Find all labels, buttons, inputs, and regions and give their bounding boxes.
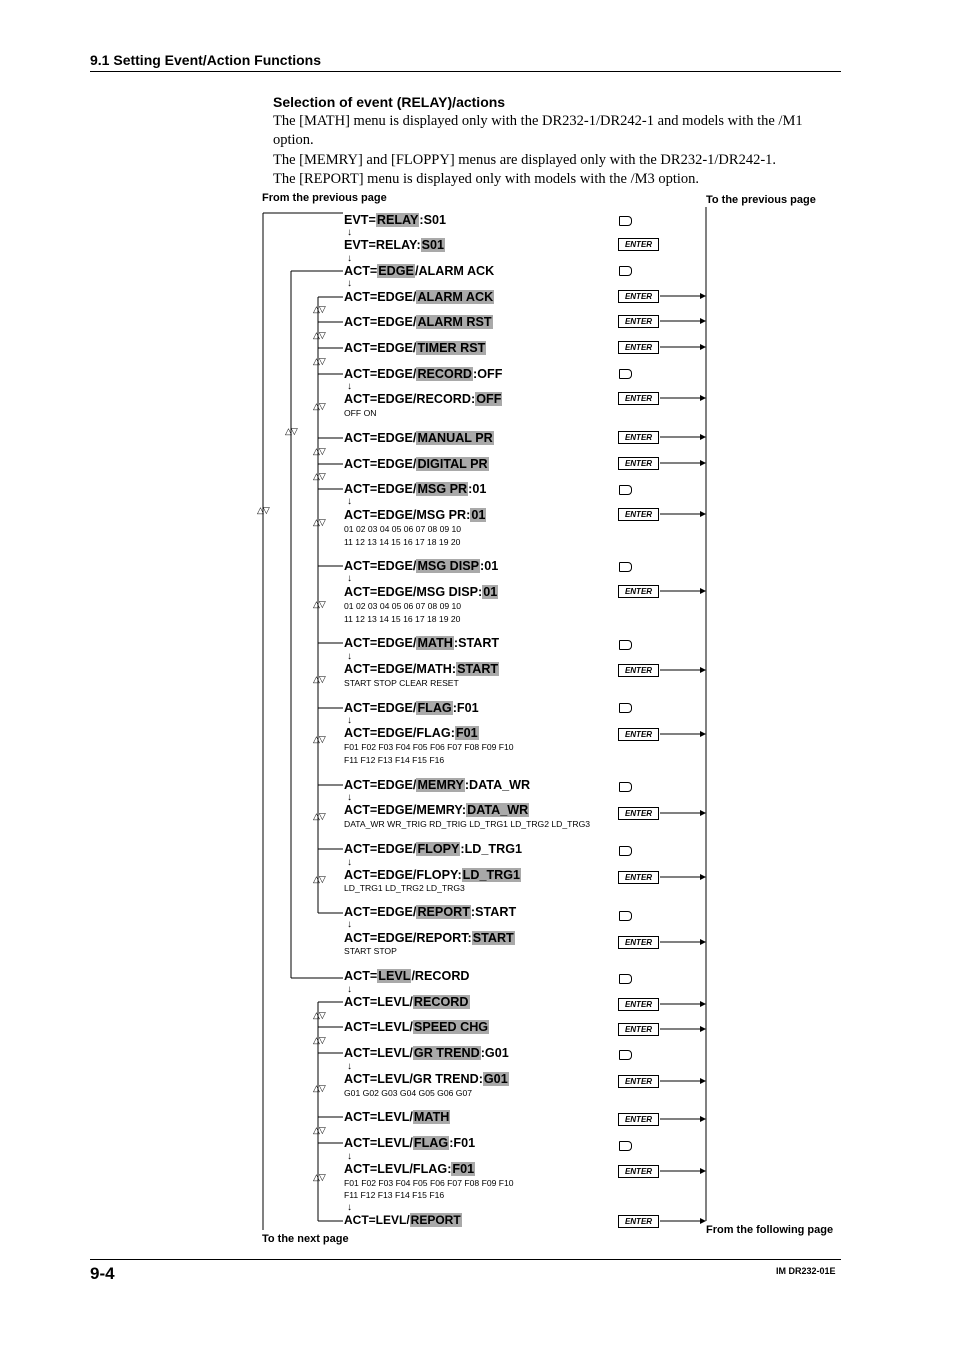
options-flopy: LD_TRG1 LD_TRG2 LD_TRG3 [344,883,465,893]
down-arrow-icon: ↓ [347,253,352,264]
up-down-keys-icon: △▽ [313,304,325,314]
options-msg-disp-line-1: 01 02 03 04 05 06 07 08 09 10 [344,601,462,611]
menu-row-levl-flag: ACT=LEVL/FLAG:F01 [344,1136,476,1150]
up-down-keys-icon: △▽ [313,1172,325,1182]
footer-rule [90,1259,841,1260]
enter-key: ENTER [618,1023,659,1036]
down-arrow-icon: ↓ [347,278,352,289]
enter-key: ENTER [618,664,659,677]
enter-key: ENTER [618,998,659,1011]
key-icon [619,703,632,713]
key-icon [619,846,632,856]
menu-row-evt-relay-s01-select: EVT=RELAY:S01 [344,238,445,252]
key-icon [619,369,632,379]
section-title: Selection of event (RELAY)/actions [273,94,506,110]
down-arrow-icon: ↓ [347,496,352,507]
up-down-keys-icon: △▽ [313,674,325,684]
menu-row-edge-msg-disp-value: ACT=EDGE/MSG DISP:01 [344,585,498,599]
options-levl-flag-line-1: F01 F02 F03 F04 F05 F06 F07 F08 F09 F10 [344,1178,514,1188]
down-arrow-icon: ↓ [347,857,352,868]
enter-key: ENTER [618,315,659,328]
menu-row-edge-alarm-rst: ACT=EDGE/ALARM RST [344,315,492,329]
intro-paragraph-3: The [REPORT] menu is displayed only with models with the /M3 option. [273,171,700,187]
key-icon [619,974,632,984]
up-down-keys-icon: △▽ [313,599,325,609]
options-gr-trend: G01 G02 G03 G04 G05 G06 G07 [344,1088,473,1098]
options-edge-report: START STOP [344,946,397,956]
menu-row-levl-gr-trend-value: ACT=LEVL/GR TREND:G01 [344,1072,508,1086]
options-record: OFF ON [344,408,377,418]
down-arrow-icon: ↓ [347,919,352,930]
menu-row-edge-report-value: ACT=EDGE/REPORT:START [344,931,514,945]
options-msg-pr-line-1: 01 02 03 04 05 06 07 08 09 10 [344,524,462,534]
up-down-keys-icon: △▽ [313,330,325,340]
down-arrow-icon: ↓ [347,1151,352,1162]
down-arrow-icon: ↓ [347,573,352,584]
up-down-keys-icon: △▽ [313,1125,325,1135]
options-edge-flag-line-2: F11 F12 F13 F14 F15 F16 [344,755,445,765]
options-edge-flag-line-1: F01 F02 F03 F04 F05 F06 F07 F08 F09 F10 [344,742,514,752]
key-icon [619,640,632,650]
to-previous-page-note: To the previous page [706,194,816,206]
enter-key: ENTER [618,585,659,598]
enter-key: ENTER [618,431,659,444]
to-next-page-note: To the next page [262,1233,349,1245]
key-icon [619,911,632,921]
menu-row-edge-alarm-ack: ACT=EDGE/ALARM ACK [344,290,494,304]
menu-row-levl-gr-trend: ACT=LEVL/GR TREND:G01 [344,1046,509,1060]
key-icon [619,1141,632,1151]
menu-row-edge-memry: ACT=EDGE/MEMRY:DATA_WR [344,778,531,792]
menu-row-edge-manual-pr: ACT=EDGE/MANUAL PR [344,431,493,445]
menu-row-levl-math: ACT=LEVL/MATH [344,1110,450,1124]
up-down-keys-icon: △▽ [313,446,325,456]
up-down-keys-icon: △▽ [313,1035,325,1045]
menu-row-edge-msg-pr-value: ACT=EDGE/MSG PR:01 [344,508,486,522]
menu-row-edge-record: ACT=EDGE/RECORD:OFF [344,367,503,381]
key-icon [619,562,632,572]
options-levl-flag-line-2: F11 F12 F13 F14 F15 F16 [344,1190,445,1200]
menu-row-act-levl: ACT=LEVL/RECORD [344,969,470,983]
enter-key: ENTER [618,1075,659,1088]
enter-key: ENTER [618,871,659,884]
intro-paragraph-1: The [MATH] menu is displayed only with the DR232-1/DR242-1 and models with the /M1 option. [273,113,803,148]
down-arrow-icon: ↓ [347,381,352,392]
key-icon [619,266,632,276]
enter-key: ENTER [618,936,659,949]
down-arrow-icon: ↓ [347,1202,352,1213]
menu-row-levl-flag-value: ACT=LEVL/FLAG:F01 [344,1162,475,1176]
menu-row-edge-math-value: ACT=EDGE/MATH:START [344,662,499,676]
options-msg-pr-line-2: 11 12 13 14 15 16 17 18 19 20 [344,537,461,547]
menu-row-edge-flag-value: ACT=EDGE/FLAG:F01 [344,726,478,740]
up-down-keys-icon: △▽ [313,356,325,366]
options-math: START STOP CLEAR RESET [344,678,459,688]
up-down-keys-icon: △▽ [313,734,325,744]
down-arrow-icon: ↓ [347,227,352,238]
up-down-keys-icon: △▽ [313,811,325,821]
menu-row-edge-flopy: ACT=EDGE/FLOPY:LD_TRG1 [344,842,522,856]
menu-row-edge-report: ACT=EDGE/REPORT:START [344,905,517,919]
menu-row-evt-relay-s01: EVT=RELAY:S01 [344,213,446,227]
up-down-keys-icon: △▽ [313,517,325,527]
enter-key: ENTER [618,290,659,303]
options-msg-disp-line-2: 11 12 13 14 15 16 17 18 19 20 [344,614,461,624]
up-down-keys-icon: △▽ [313,1010,325,1020]
menu-row-levl-speed-chg: ACT=LEVL/SPEED CHG [344,1020,489,1034]
enter-key: ENTER [618,508,659,521]
enter-key: ENTER [618,1113,659,1126]
section-header: 9.1 Setting Event/Action Functions [90,52,322,68]
document-id: IM DR232-01E [776,1266,836,1276]
down-arrow-icon: ↓ [347,715,352,726]
menu-row-edge-flopy-value: ACT=EDGE/FLOPY:LD_TRG1 [344,868,521,882]
up-down-keys-icon: △▽ [313,471,325,481]
up-down-keys-icon: △▽ [313,1083,325,1093]
menu-row-edge-timer-rst: ACT=EDGE/TIMER RST [344,341,486,355]
key-icon [619,485,632,495]
menu-row-edge-digital-pr: ACT=EDGE/DIGITAL PR [344,457,488,471]
enter-key: ENTER [618,392,659,405]
up-down-keys-icon: △▽ [313,401,325,411]
enter-key: ENTER [618,728,659,741]
up-down-keys-icon: △▽ [257,505,269,515]
down-arrow-icon: ↓ [347,984,352,995]
intro-paragraph-2: The [MEMRY] and [FLOPPY] menus are displayed only with the DR232-1/DR242-1. [273,152,777,168]
down-arrow-icon: ↓ [347,792,352,803]
enter-key: ENTER [618,807,659,820]
menu-row-levl-report: ACT=LEVL/REPORT [344,1213,461,1227]
menu-row-edge-record-value: ACT=EDGE/RECORD:OFF [344,392,502,406]
options-memry: DATA_WR WR_TRIG RD_TRIG LD_TRG1 LD_TRG2 LD_TRG3 [344,819,591,829]
enter-key: ENTER [618,238,659,251]
down-arrow-icon: ↓ [347,1061,352,1072]
from-following-page-note: From the following page [706,1224,834,1236]
enter-key: ENTER [618,341,659,354]
page-number: 9-4 [90,1264,115,1283]
menu-row-act-edge: ACT=EDGE/ALARM ACK [344,264,495,278]
down-arrow-icon: ↓ [347,651,352,662]
from-previous-page-note: From the previous page [262,192,387,204]
key-icon [619,1050,632,1060]
enter-key: ENTER [618,457,659,470]
up-down-keys-icon: △▽ [285,426,297,436]
menu-row-levl-record: ACT=LEVL/RECORD [344,995,469,1009]
menu-row-edge-math: ACT=EDGE/MATH:START [344,636,500,650]
menu-row-edge-flag: ACT=EDGE/FLAG:F01 [344,701,479,715]
menu-row-edge-msg-disp: ACT=EDGE/MSG DISP:01 [344,559,499,573]
key-icon [619,216,632,226]
menu-row-edge-msg-pr: ACT=EDGE/MSG PR:01 [344,482,487,496]
up-down-keys-icon: △▽ [313,874,325,884]
menu-row-edge-memry-value: ACT=EDGE/MEMRY:DATA_WR [344,803,529,817]
enter-key: ENTER [618,1215,659,1228]
enter-key: ENTER [618,1165,659,1178]
key-icon [619,782,632,792]
